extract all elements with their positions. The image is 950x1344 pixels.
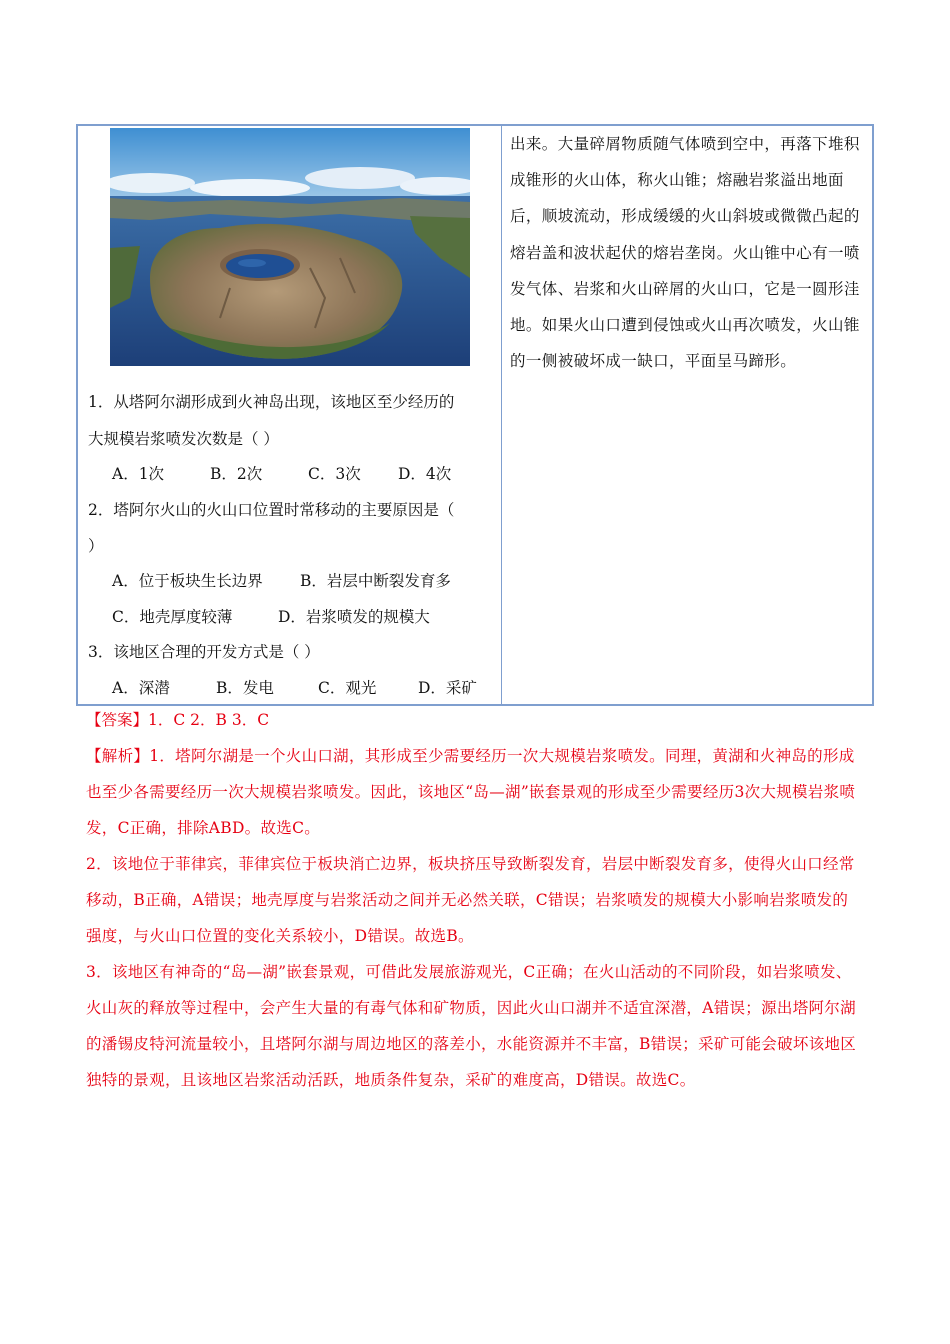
question-table xyxy=(76,124,874,706)
taal-volcano-photo xyxy=(110,128,470,366)
question-3-line1: 3．该地区合理的开发方式是（ ） xyxy=(88,643,320,661)
analysis-paragraph-2: 2．该地位于菲律宾，菲律宾位于板块消亡边界，板块挤压导致断裂发育，岩层中断裂发育多，使得火山口经常移动，B正确，A错误；地壳厚度与岩浆活动之间并无必然关联，C错误；岩浆喷发的规模大小影响岩浆喷发的强度，与火山口位置的变化关系较小，D错误。故选B。 xyxy=(86,855,855,945)
answer-label: 【答案】 xyxy=(86,711,149,729)
q1-option-b: B．2次 xyxy=(210,465,263,483)
analysis-paragraph-1 xyxy=(86,738,862,846)
q3-option-a: A．深潜 xyxy=(112,679,170,697)
q2-option-c: C．地壳厚度较薄 xyxy=(112,608,233,626)
q3-option-d: D．采矿 xyxy=(418,679,477,697)
answer-text: 1．C 2．B 3．C xyxy=(148,711,270,729)
analysis-paragraph-3: 3．该地区有神奇的“岛—湖”嵌套景观，可借此发展旅游观光，C正确；在火山活动的不同阶段，如岩浆喷发、火山灰的释放等过程中，会产生大量的有毒气体和矿物质，因此火山口湖并不适宜深潜，A错误；源出塔阿尔湖的潘锡皮特河流量较小，且塔阿尔湖与周边地区的落差小，水能资源并不丰富，B错误；采矿可能会破坏该地区独特的景观，且该地区岩浆活动活跃，地质条件复杂，采矿的难度高，D错误。故选C。 xyxy=(86,963,857,1089)
q2-option-d: D．岩浆喷发的规模大 xyxy=(278,608,430,626)
analysis-p1-text: 1．塔阿尔湖是一个火山口湖，其形成至少需要经历一次大规模岩浆喷发。同理，黄湖和火神岛的形成也至少各需要经历一次大规模岩浆喷发。因此，该地区“岛—湖”嵌套景观的形成至少需要经历3次大规模岩浆喷发，C正确，排除ABD。故选C。 xyxy=(86,747,856,837)
volcano-description-text: 出来。大量碎屑物质随气体喷到空中，再落下堆积成锥形的火山体，称火山锥；熔融岩浆溢出地面后，顺坡流动，形成缓缓的火山斜坡或微微凸起的熔岩盖和波状起伏的熔岩垄岗。火山锥中心有一喷发气体、岩浆和火山碎屑的火山口，它是一圆形洼地。如果火山口遭到侵蚀或火山再次喷发，火山锥的一侧被破坏成一缺口，平面呈马蹄形。 xyxy=(510,135,860,371)
q1-option-d: D．4次 xyxy=(398,465,452,483)
question-2-line2: ） xyxy=(88,537,104,555)
answer-line xyxy=(86,710,269,730)
column-divider xyxy=(501,126,502,704)
q1-option-c: C．3次 xyxy=(308,465,361,483)
q3-option-c: C．观光 xyxy=(318,679,377,697)
question-1-line1: 1．从塔阿尔湖形成到火神岛出现，该地区至少经历的 xyxy=(88,393,455,411)
question-1-line2: 大规模岩浆喷发次数是（ ） xyxy=(88,430,279,448)
analysis-label: 【解析】 xyxy=(86,747,150,765)
q2-option-b: B．岩层中断裂发育多 xyxy=(300,572,451,590)
question-2-line1: 2．塔阿尔火山的火山口位置时常移动的主要原因是（ xyxy=(88,501,455,519)
q3-option-b: B．发电 xyxy=(216,679,274,697)
q2-option-a: A．位于板块生长边界 xyxy=(112,572,263,590)
q1-option-a: A．1次 xyxy=(112,465,165,483)
